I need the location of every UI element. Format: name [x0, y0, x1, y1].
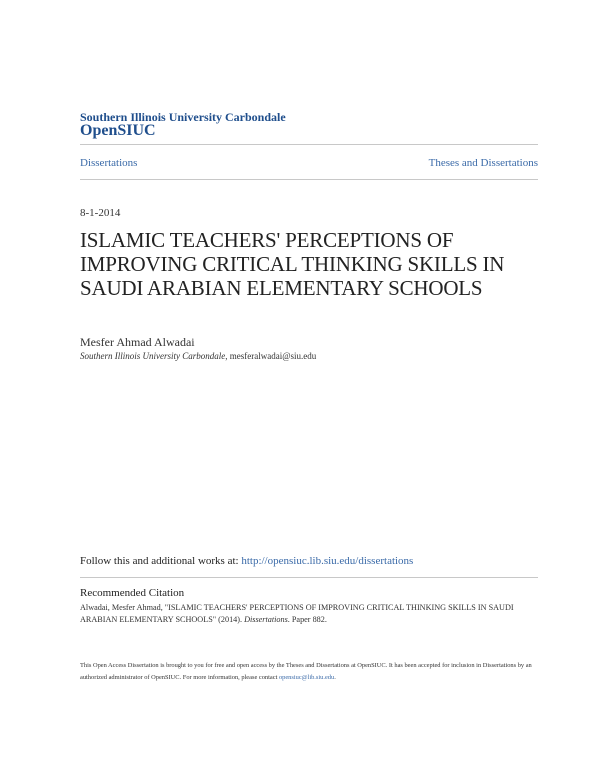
dissertations-link[interactable]: Dissertations [80, 157, 138, 169]
header-divider-top [80, 144, 538, 145]
contact-email-link[interactable]: opensiuc@lib.siu.edu [278, 673, 335, 681]
citation-heading: Recommended Citation [80, 587, 185, 599]
citation-text: Alwadai, Mesfer Ahmad, "ISLAMIC TEACHERS' PERCEPTIONS OF IMPROVING CRITICAL THINKING SKILLS IN SAUDI ARABIAN ELEMENTARY SCHOOLS" (2014). [80, 603, 514, 624]
follow-url-link[interactable]: http://opensiuc.lib.siu.edu/dissertations [241, 555, 414, 567]
follow-text: Follow this and additional works at: [80, 555, 242, 567]
notice-text: This Open Access Dissertation is brought to you for free and open access by the Theses and Dissertations at OpenSIUC. It has been accepted for inclusion in Dissertations by an authorized administrator of OpenSIUC. For more information, please contact [80, 662, 532, 681]
theses-and-dissertations-link[interactable]: Theses and Dissertations [428, 157, 538, 169]
citation-divider [80, 577, 538, 578]
document-title: ISLAMIC TEACHERS' PERCEPTIONS OF IMPROVING CRITICAL THINKING SKILLS IN SAUDI ARABIAN ELEMENTARY SCHOOLS [80, 228, 505, 300]
header-divider-bottom [80, 179, 538, 180]
notice-end: . [334, 673, 336, 681]
access-notice [80, 660, 540, 683]
author-name: Mesfer Ahmad Alwadai [80, 335, 195, 349]
affiliation-institution: Southern Illinois University Carbondale [80, 351, 226, 361]
citation-body [80, 602, 540, 626]
author-affiliation [80, 351, 316, 361]
university-name: Southern Illinois University Carbondale [80, 110, 286, 124]
citation-series: Dissertations [244, 615, 288, 624]
affiliation-email: , mesferalwadai@siu.edu [225, 351, 317, 361]
citation-paper: . Paper 882. [287, 615, 327, 624]
follow-line [80, 555, 413, 567]
publication-date: 8-1-2014 [80, 207, 121, 219]
site-name[interactable]: OpenSIUC [80, 122, 156, 139]
